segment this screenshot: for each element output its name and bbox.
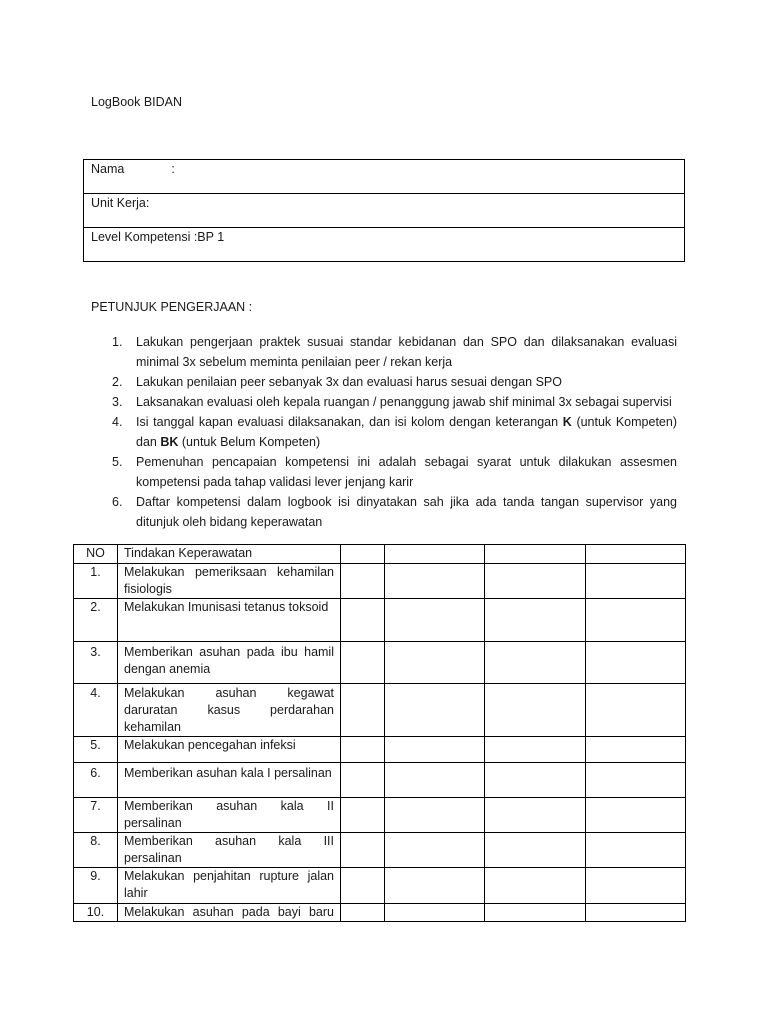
row-number: 10.: [74, 904, 118, 922]
identity-row-level: [84, 228, 685, 262]
instruction-text: Isi tanggal kapan evaluasi dilaksanakan, dan isi kolom dengan keterangan: [136, 415, 563, 429]
entry-cell[interactable]: [586, 737, 686, 763]
table-row: [74, 868, 686, 904]
header-cell-empty: [485, 545, 586, 564]
entry-cell[interactable]: [485, 737, 586, 763]
row-number: 7.: [74, 798, 118, 833]
entry-cell[interactable]: [341, 763, 385, 798]
entry-cell[interactable]: [586, 642, 686, 684]
row-number: 5.: [74, 737, 118, 763]
header-cell-empty: [385, 545, 485, 564]
table-row: [74, 904, 686, 922]
entry-cell[interactable]: [586, 599, 686, 642]
entry-cell[interactable]: [385, 684, 485, 737]
entry-cell[interactable]: [341, 868, 385, 904]
table-row: [74, 798, 686, 833]
table-row: [74, 763, 686, 798]
instruction-text: Laksanakan evaluasi oleh kepala ruangan / penanggung jawab shif minimal 3x sebagai supervisi: [136, 395, 672, 409]
row-number: 2.: [74, 599, 118, 642]
entry-cell[interactable]: [485, 904, 586, 922]
entry-cell[interactable]: [341, 798, 385, 833]
header-cell-empty: [586, 545, 686, 564]
unit-kerja-field[interactable]: [84, 194, 685, 228]
row-action: Memberikan asuhan kala II persalinan: [118, 798, 341, 833]
row-action: Melakukan Imunisasi tetanus toksoid: [118, 599, 341, 642]
nama-label: Nama: [91, 162, 125, 176]
header-action: Tindakan Keperawatan: [118, 545, 341, 564]
instruction-item: [112, 372, 677, 392]
identity-row-unit: [84, 194, 685, 228]
competency-table: [73, 544, 686, 922]
entry-cell[interactable]: [385, 833, 485, 868]
entry-cell[interactable]: [586, 868, 686, 904]
instruction-text: (untuk Kompeten) dan: [136, 415, 677, 449]
instruction-number: 5.: [112, 455, 123, 469]
row-action: Memberikan asuhan kala I persalinan: [118, 763, 341, 798]
header-no: NO: [74, 545, 118, 564]
entry-cell[interactable]: [586, 904, 686, 922]
instruction-number: 2.: [112, 375, 123, 389]
entry-cell[interactable]: [385, 599, 485, 642]
table-row: [74, 737, 686, 763]
row-action: Memberikan asuhan kala III persalinan: [118, 833, 341, 868]
entry-cell[interactable]: [485, 833, 586, 868]
instruction-bold-bk: BK: [160, 435, 179, 449]
row-action: Melakukan pencegahan infeksi: [118, 737, 341, 763]
level-field[interactable]: [84, 228, 685, 262]
table-row: [74, 833, 686, 868]
entry-cell[interactable]: [341, 642, 385, 684]
entry-cell[interactable]: [385, 868, 485, 904]
row-number: 9.: [74, 868, 118, 904]
entry-cell[interactable]: [341, 599, 385, 642]
entry-cell[interactable]: [586, 763, 686, 798]
row-number: 8.: [74, 833, 118, 868]
entry-cell[interactable]: [385, 904, 485, 922]
instruction-item: [112, 412, 677, 452]
entry-cell[interactable]: [586, 833, 686, 868]
row-action: Memberikan asuhan pada ibu hamil dengan anemia: [118, 642, 341, 684]
row-action: Melakukan pemeriksaan kehamilan fisiologis: [118, 564, 341, 599]
row-number: 1.: [74, 564, 118, 599]
table-row: [74, 642, 686, 684]
entry-cell[interactable]: [341, 684, 385, 737]
row-action: Melakukan asuhan kegawat daruratan kasus perdarahan kehamilan: [118, 684, 341, 737]
instruction-item: [112, 332, 677, 372]
instruction-text: Lakukan pengerjaan praktek susuai standar kebidanan dan SPO dan dilaksanakan evaluasi minimal 3x sebelum meminta penilaian peer / rekan kerja: [136, 335, 677, 369]
entry-cell[interactable]: [341, 833, 385, 868]
table-row: [74, 599, 686, 642]
instruction-item: [112, 392, 677, 412]
row-number: 6.: [74, 763, 118, 798]
instructions-list: [112, 332, 677, 532]
table-header-row: [74, 545, 686, 564]
entry-cell[interactable]: [586, 798, 686, 833]
entry-cell[interactable]: [341, 904, 385, 922]
instruction-item: [112, 452, 677, 492]
instruction-text: Pemenuhan pencapaian kompetensi ini adalah sebagai syarat untuk dilakukan assesmen kompetensi pada tahap validasi lever jenjang karir: [136, 455, 677, 489]
row-action: Melakukan penjahitan rupture jalan lahir: [118, 868, 341, 904]
entry-cell[interactable]: [485, 763, 586, 798]
entry-cell[interactable]: [385, 642, 485, 684]
instruction-text: Daftar kompetensi dalam logbook isi dinyatakan sah jika ada tanda tangan supervisor yang ditunjuk oleh bidang keperawatan: [136, 495, 677, 529]
instructions-heading: PETUNJUK PENGERJAAN :: [91, 300, 253, 314]
instruction-text: (untuk Belum Kompeten): [178, 435, 321, 449]
entry-cell[interactable]: [485, 564, 586, 599]
entry-cell[interactable]: [385, 737, 485, 763]
row-number: 3.: [74, 642, 118, 684]
identity-table: [83, 159, 685, 262]
instruction-number: 3.: [112, 395, 123, 409]
instruction-item: [112, 492, 677, 532]
entry-cell[interactable]: [485, 868, 586, 904]
unit-kerja-label: Unit Kerja:: [91, 196, 150, 210]
instruction-bold-k: K: [562, 415, 572, 429]
instruction-number: 6.: [112, 495, 123, 509]
document-title: LogBook BIDAN: [91, 95, 183, 109]
entry-cell[interactable]: [341, 737, 385, 763]
level-label: Level Kompetensi :BP 1: [91, 230, 225, 244]
entry-cell[interactable]: [485, 642, 586, 684]
entry-cell[interactable]: [385, 763, 485, 798]
entry-cell[interactable]: [341, 564, 385, 599]
entry-cell[interactable]: [485, 599, 586, 642]
nama-separator: :: [171, 162, 175, 176]
row-action: Melakukan asuhan pada bayi baru: [118, 904, 341, 922]
instruction-text: Lakukan penilaian peer sebanyak 3x dan evaluasi harus sesuai dengan SPO: [136, 375, 562, 389]
entry-cell[interactable]: [485, 684, 586, 737]
entry-cell[interactable]: [385, 564, 485, 599]
instruction-number: 1.: [112, 335, 123, 349]
table-row: [74, 684, 686, 737]
table-row: [74, 564, 686, 599]
instruction-number: 4.: [112, 415, 123, 429]
row-number: 4.: [74, 684, 118, 737]
entry-cell[interactable]: [485, 798, 586, 833]
entry-cell[interactable]: [586, 684, 686, 737]
nama-field[interactable]: [84, 160, 685, 194]
entry-cell[interactable]: [586, 564, 686, 599]
identity-row-nama: [84, 160, 685, 194]
entry-cell[interactable]: [385, 798, 485, 833]
header-cell-empty: [341, 545, 385, 564]
